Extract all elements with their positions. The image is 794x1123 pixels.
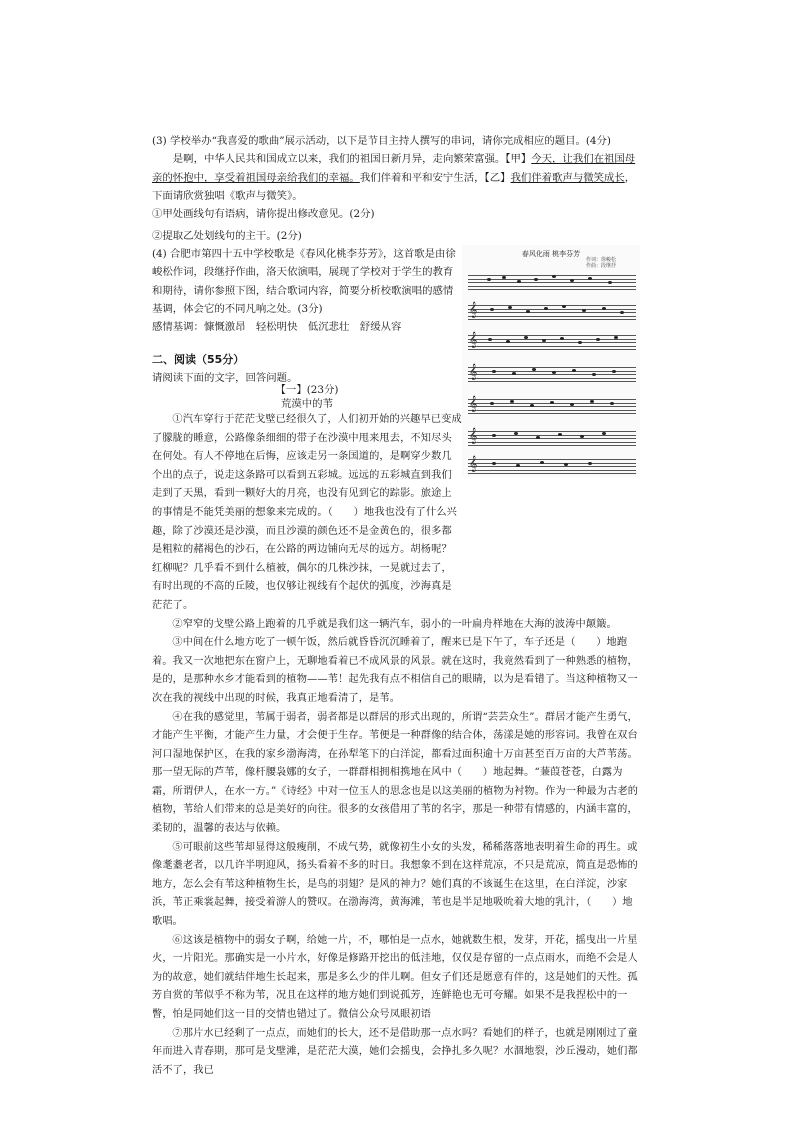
part-one-title: 【一】(23分) [275, 384, 339, 396]
treble-clef-icon: 𝄞 [469, 302, 478, 318]
score-credits [586, 257, 616, 269]
host-script [152, 150, 642, 205]
staff-line-3 [468, 332, 636, 353]
paragraph-4: ④在我的感觉里，苇属于弱者，弱者都是以群居的形式出现的，所谓“芸芸众生”。群居才能产生勇气，才能产生平衡，才能产生力量，才会便于生存。苇便是一种群像的结合体，荡漾是她的形容词。我曾在双台河口湿地保护区，在我的家乡渤海湾，在孙犁笔下的白洋淀，都看过面积逾十万亩甚至百万亩的大芦苇荡。那一望无际的芦苇，像杆腰袅娜的女子，一群群相拥相携地在风中（ ）地起舞。“蒹葭苍苍，白露为霜，所谓伊人，在水一方。”《诗经》中对一位玉人的思念也是以这美丽的植物为衬物。作为一种最为古老的植物，苇给人们带来的总是美好的向往。很多的女孩借用了苇的名字，那是一种带有情感的，内涵丰富的，柔韧的，温馨的表达与依赖。 [152, 711, 639, 835]
paragraph-1: ①汽车穿行于茫茫戈壁已经很久了，人们初开始的兴趣早已变成了朦胧的睡意，公路像条细细的带子在沙漠中甩来甩去，不知尽头在何处。有人不停地在后悔，应该走另一条国道的，是啊穿少数几个出的点子，说走这条路可以看到五彩城。远远的五彩城直到我们走到了天黑，看到一颗好大的月亮，也没有见到它的踪影。旅途上的事情是不能凭美丽的想象来完成的。（ ）地我也没有了什么兴趣，除了沙漠还是沙漠，而且沙漠的颜色还不是金黄色的，很多都是粗粒的赭褐色的沙石，在公路的两边铺向无尽的远方。胡杨呢？红柳呢？几乎看不到什么植被，偶尔的几株沙抹，一晃就过去了，有时出现的不高的丘陵，也仅够让视线有个起伏的弧度，沙海真是茫茫了。 [152, 414, 462, 611]
paragraph-2: ②窄窄的戈壁公路上跑着的几乎就是我们这一辆汽车，弱小的一叶扁舟样地在大海的波涛中颠簸。 [172, 618, 617, 630]
question-3-sub2: ②提取乙处划线句的主干。(2分) [152, 230, 302, 243]
score-lyricist: 作词：徐峻松 [585, 257, 616, 263]
script-part-b: 我们伴着和平和安宁生活，【乙】 [359, 171, 511, 184]
question-4-stem: (4) 合肥市第四十五中学校歌是《春风化桃李芬芳》，这首歌是由徐峻松作词，段继抒作曲，洛天依演唱，展现了学校对于学生的教育和期待，请你参照下图，结合歌词内容，简要分析校歌演唱的感情基调，体会它的不同凡响之处。(3分) [152, 248, 456, 315]
reading-instruction: 请阅读下面的文字，回答问题。 [152, 372, 298, 384]
sentence-jia: 今天，让我们在祖国母亲的怀抱中，享受着祖国母亲给我们的幸福。 [152, 153, 636, 184]
question-3-sub1: ①甲处画线句有语病，请你提出修改意见。(2分) [152, 208, 375, 221]
paragraph-3: ③中间在什么地方吃了一顿午饭，然后就昏昏沉沉睡着了，醒来已是下午了，车子还是（ ）地跑着。我又一次地把东在窗户上，无聊地看着已不成风景的风景。就在这时，我竟然看到了一种熟悉的植物，是的，是那种水乡才能看到的植物——苇！起先我有点不相信自己的眼睛，以为是看错了。当这种植物又一次在我的视线中出现的时候，我真正地看清了，是苇。 [152, 637, 638, 704]
script-part-c: ，下面请欣赏独唱《歌声与微笑》。 [152, 171, 636, 202]
treble-clef-icon: 𝄞 [469, 396, 478, 412]
emotion-options: 感情基调：慷慨激昂 轻松明快 低沉悲壮 舒缓从容 [152, 321, 402, 334]
treble-clef-icon: 𝄞 [469, 456, 478, 472]
question-4 [152, 245, 457, 336]
paragraph-6: ⑥这该是植物中的弱女子啊，给她一片，不，哪怕是一点水，她就数生根，发芽，开花，摇曳出一片星火，一片阳光。那确实是一小片水，好像是修路开挖出的低洼地，仅仅是存留的一点点雨水，而绝不会是人为的故意，她们就结伴地生长起来，那是多么少的伴儿啊。但女子们还是愿意有伴的，这是她们的天性。孤芳自赏的苇似乎不称为苇，况且在这样的地方她们到说孤芳，连鲜艳也无可夸耀。如果不是我捏松中的一瞥，怕是同她们这一目的交情也错过了。微信公众号凤眼初语 [152, 934, 638, 1020]
section-reading-title: 二、阅读（55分） [152, 353, 245, 366]
reading-passage [152, 411, 642, 1080]
treble-clef-icon: 𝄞 [469, 332, 478, 348]
treble-clef-icon: 𝄞 [469, 364, 478, 380]
paragraph-7: ⑦那片水已经剩了一点点，而她们的长大，还不是借助那一点水吗？看她们的样子，也就是刚刚过了童年而进入青春期，那可是戈壁滩，是茫茫大漠，她们会摇曳，会挣扎多久呢？水涸地裂，沙丘漫动，她们都活不了，我已 [152, 1027, 638, 1076]
sentence-yi: 我们伴着歌声与微笑成长 [510, 171, 625, 184]
paragraph-5: ⑤可眼前这些苇却显得这般瘦削，不成气势，就像初生小女的头发，稀稀落落地表明着生命的再生。或像耄耋老者，以几许半明迎风，扬头看着不多的时日。我想象不到在这样荒凉，不只是荒凉，简直是恐怖的地方，怎么会有苇这种植物生长，是鸟的羽翅？是风的神力？她们真的不该诞生在这里，在白洋淀，沙家浜，苇正乘裳起舞，接受着游人的赞叹。在渤海湾，黄海滩，苇也是半足地吸吮着大地的乳汁，（ ）地歌唱。 [152, 841, 638, 928]
script-part-a: 是啊，中华人民共和国成立以来，我们的祖国日新月异，走向繁荣富强。【甲】 [172, 153, 532, 166]
score-composer: 作曲：段继抒 [585, 263, 616, 269]
question-3 [152, 132, 642, 246]
question-3-stem: (3) 学校举办“我喜爱的歌曲”展示活动，以下是节目主持人撰写的串词，请你完成相应的题目。(4分) [152, 135, 611, 147]
treble-clef-icon: 𝄞 [469, 428, 478, 444]
essay-title: 荒漠中的苇 [281, 398, 333, 410]
score-title: 春风化雨 桃李芬芳 [521, 250, 581, 258]
